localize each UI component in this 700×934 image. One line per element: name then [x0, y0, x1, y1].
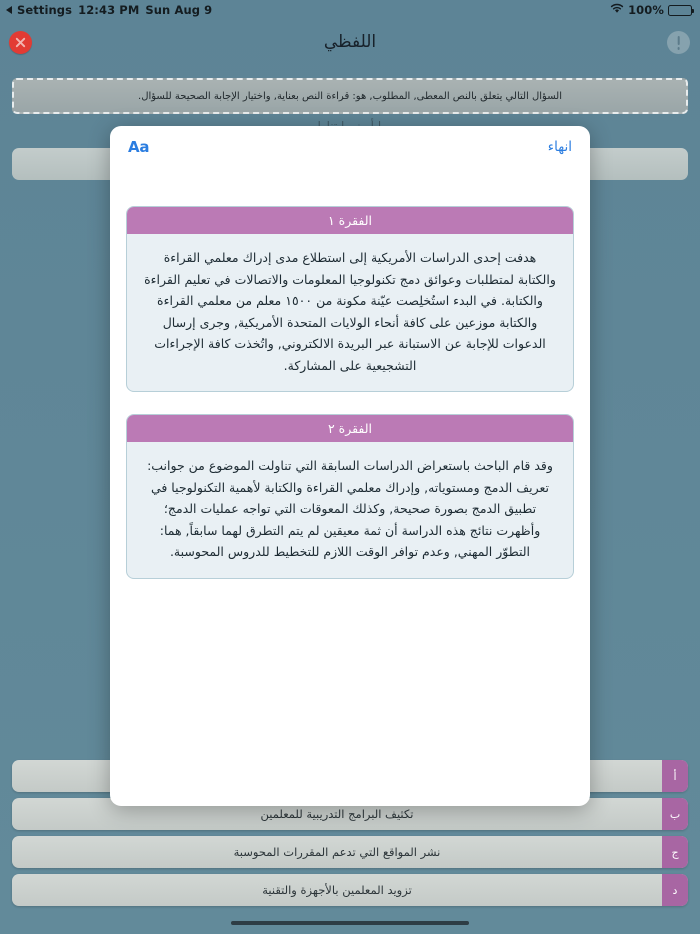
answer-option-d[interactable] [12, 874, 688, 906]
status-bar-left [6, 3, 212, 17]
answer-option-c[interactable] [12, 836, 688, 868]
back-arrow-icon[interactable] [6, 6, 12, 14]
home-indicator[interactable] [231, 921, 469, 925]
wifi-icon [610, 3, 624, 17]
info-button[interactable] [667, 31, 690, 54]
info-icon-dot [677, 47, 680, 50]
instruction-text: السؤال التالي يتعلق بالنص المعطى, المطلوب, هو: قراءة النص بعناية, واختيار الإجابة الصحيحة للسؤال. [138, 90, 562, 102]
back-app-label[interactable]: Settings [17, 3, 73, 17]
answer-option-d-badge: د [662, 874, 688, 906]
battery-percent-label: 100% [628, 3, 664, 17]
answer-option-a-badge: أ [662, 760, 688, 792]
status-bar-right [610, 3, 692, 17]
status-bar-time: 12:43 PM [78, 3, 140, 17]
modal-toolbar [110, 126, 590, 168]
info-icon [677, 36, 680, 45]
answer-option-c-badge: ج [662, 836, 688, 868]
passage-1-body: هدفت إحدى الدراسات الأمريكية إلى استطلاع مدى إدراك معلمي القراءة والكتابة لمتطلبات وعوائق دمج تكنولوجيا المعلومات والاتصالات في تعليم القراءة والكتابة. في البدء استُخلِصت عيّنة مكونة من ١٥٠٠ معلم من معلمي القراءة والكتابة موزعين على كافة أنحاء الولايات المتحدة الأمريكية, وجرى إرسال الدعوات للإجابة عن الاستبانة عبر البريدة الالكتروني, واتُخذت كافة الإجراءات التشجيعية على المشاركة. [144, 250, 556, 373]
app-header [0, 20, 700, 70]
font-size-button[interactable]: Aa [128, 138, 150, 156]
passage-card-1 [126, 206, 574, 392]
page-title: اللفظي [323, 32, 377, 52]
instruction-banner [12, 78, 688, 114]
passage-reader-modal [110, 126, 590, 806]
answer-option-b-label: تكثيف البرامج التدريبية للمعلمين [260, 807, 414, 821]
status-bar [0, 0, 700, 20]
passage-card-2 [126, 414, 574, 579]
answer-option-d-label: تزويد المعلمين بالأجهزة والتقنية [262, 883, 412, 897]
answer-option-b-badge: ب [662, 798, 688, 830]
battery-icon [668, 5, 692, 16]
passage-1-title: الفقرة ١ [127, 207, 573, 234]
passage-2-body: وقد قام الباحث باستعراض الدراسات السابقة التي تناولت الموضوع من جوانب: تعريف الدمج ومستوياته, وإدراك معلمي القراءة والكتابة لأهمية التكنولوجيا في تطبيق الدمج بصورة صحيحة, وكذلك المعوقات التي تواجه عمليات الدمج؛ وأظهرت نتائج هذه الدراسة أن ثمة معيقين لم يتم التطرق لهما سابقاً, هما: التطوّر المهني, وعدم توافر الوقت اللازم للتخطيط للدروس المحوسبة. [147, 458, 553, 559]
modal-body [110, 168, 590, 579]
status-bar-date: Sun Aug 9 [145, 3, 213, 17]
answer-option-c-label: نشر المواقع التي تدعم المقررات المحوسبة [233, 845, 441, 859]
passage-2-title: الفقرة ٢ [127, 415, 573, 442]
done-button[interactable]: انهاء [547, 139, 572, 155]
